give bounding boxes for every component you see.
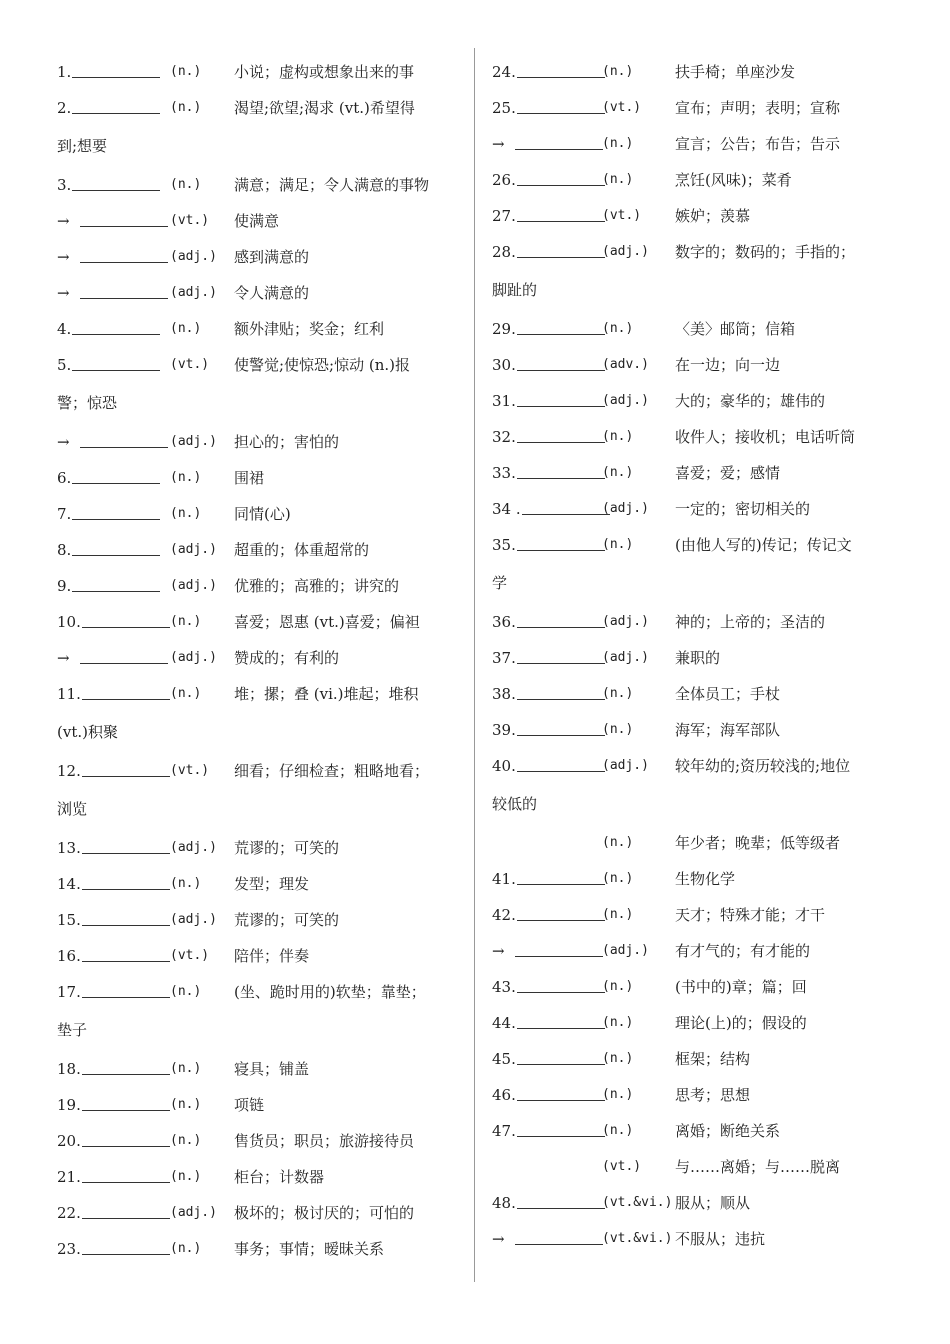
answer-blank[interactable] [82, 960, 170, 962]
definition: 烹饪(风味)；菜肴 [675, 171, 792, 189]
part-of-speech: (n.) [602, 136, 634, 151]
definition-continuation: (vt.)积聚 [57, 723, 118, 741]
vocab-entry-row [492, 1077, 902, 1113]
answer-blank[interactable] [517, 1027, 605, 1029]
part-of-speech: (adj.) [602, 244, 649, 259]
entry-number: 39. [492, 721, 516, 739]
answer-blank[interactable] [72, 189, 160, 191]
definition: 柜台；计数器 [234, 1168, 325, 1186]
answer-blank[interactable] [72, 76, 160, 78]
definition: 兼职的 [675, 649, 721, 667]
answer-blank[interactable] [517, 1207, 605, 1209]
derivative-arrow: → [57, 248, 70, 266]
part-of-speech: (adj.) [602, 614, 649, 629]
part-of-speech: (n.) [602, 722, 634, 737]
definition: 生物化学 [675, 870, 736, 888]
vocab-entry-row [57, 938, 462, 974]
vocab-entry-row [57, 311, 462, 347]
part-of-speech: (adj.) [602, 501, 649, 516]
vocab-entry-row [57, 167, 462, 203]
answer-blank[interactable] [517, 220, 605, 222]
answer-blank[interactable] [82, 1181, 170, 1183]
column-divider [474, 48, 475, 1282]
answer-blank[interactable] [515, 148, 603, 150]
answer-blank[interactable] [517, 76, 605, 78]
answer-blank[interactable] [72, 554, 160, 556]
vocab-entry-row [57, 1195, 462, 1231]
answer-blank[interactable] [517, 734, 605, 736]
part-of-speech: (vt.) [170, 357, 210, 372]
vocab-entry-row [57, 1231, 462, 1267]
vocab-entry-row [492, 1221, 902, 1257]
answer-blank[interactable] [80, 225, 168, 227]
answer-blank[interactable] [72, 333, 160, 335]
definition: 神的；上帝的；圣洁的 [675, 613, 826, 631]
vocab-entry-row [57, 54, 462, 90]
vocab-entry-row [492, 1005, 902, 1041]
part-of-speech: (n.) [170, 64, 202, 79]
entry-number: 43. [492, 978, 516, 996]
answer-blank[interactable] [80, 662, 168, 664]
entry-number: 48. [492, 1194, 516, 1212]
vocab-entry-row [492, 419, 902, 455]
vocab-entry-row [57, 604, 462, 640]
definition: 感到满意的 [234, 248, 310, 266]
vocab-entry-row [57, 1159, 462, 1195]
derivative-arrow: → [57, 433, 70, 451]
definition: 荒谬的；可笑的 [234, 839, 340, 857]
definition: 使满意 [234, 212, 280, 230]
part-of-speech: (n.) [602, 1015, 634, 1030]
vocab-entry-row [492, 90, 902, 126]
entry-number: 17. [57, 983, 81, 1001]
part-of-speech: (n.) [602, 1087, 634, 1102]
answer-blank[interactable] [517, 441, 605, 443]
part-of-speech: (n.) [602, 321, 634, 336]
entry-number: 40. [492, 757, 516, 775]
answer-blank[interactable] [82, 996, 170, 998]
definition: 嫉妒；羡慕 [675, 207, 751, 225]
part-of-speech: (n.) [602, 871, 634, 886]
definition-continuation: 较低的 [492, 795, 538, 813]
part-of-speech: (vt.) [170, 213, 210, 228]
definition: 与……离婚；与……脱离 [675, 1158, 841, 1176]
entry-number: 3. [57, 176, 72, 194]
entry-number: 1. [57, 63, 72, 81]
vocab-entry-row [57, 275, 462, 311]
answer-blank[interactable] [517, 256, 605, 258]
answer-blank[interactable] [72, 112, 160, 114]
definition-continuation: 浏览 [57, 800, 88, 818]
entry-number: 6. [57, 469, 72, 487]
answer-blank[interactable] [82, 1109, 170, 1111]
definition: (由他人写的)传记；传记文 [675, 536, 852, 554]
vocab-entry-row [492, 1185, 902, 1221]
entry-number: 29. [492, 320, 516, 338]
part-of-speech: (n.) [170, 1241, 202, 1256]
entry-number: 20. [57, 1132, 81, 1150]
part-of-speech: (vt.) [602, 1159, 642, 1174]
answer-blank[interactable] [515, 955, 603, 957]
part-of-speech: (adj.) [602, 650, 649, 665]
part-of-speech: (adj.) [170, 650, 217, 665]
right-column [492, 54, 902, 1257]
answer-blank[interactable] [82, 888, 170, 890]
definition-continuation: 垫子 [57, 1021, 88, 1039]
answer-blank[interactable] [82, 775, 170, 777]
answer-blank[interactable] [517, 477, 605, 479]
entry-number: 7. [57, 505, 72, 523]
part-of-speech: (n.) [170, 1061, 202, 1076]
definition: 寝具；铺盖 [234, 1060, 310, 1078]
vocab-entry-row [492, 311, 902, 347]
part-of-speech: (n.) [602, 907, 634, 922]
answer-blank[interactable] [517, 333, 605, 335]
vocab-entry-row [492, 969, 902, 1005]
vocab-entry-row [492, 640, 902, 676]
vocab-entry-row [57, 1051, 462, 1087]
definition: 细看；仔细检查；粗略地看； [234, 762, 430, 780]
vocab-entry-row [492, 383, 902, 419]
part-of-speech: (n.) [170, 177, 202, 192]
part-of-speech: (n.) [170, 1097, 202, 1112]
entry-number: 18. [57, 1060, 81, 1078]
definition: 围裙 [234, 469, 265, 487]
entry-number: 25. [492, 99, 516, 117]
answer-blank[interactable] [515, 1243, 603, 1245]
entry-number: 10. [57, 613, 81, 631]
part-of-speech: (adv.) [602, 357, 649, 372]
answer-blank[interactable] [80, 446, 168, 448]
part-of-speech: (vt.) [170, 763, 210, 778]
derivative-arrow: → [492, 942, 505, 960]
part-of-speech: (n.) [602, 1123, 634, 1138]
definition: 渴望;欲望;渴求 (vt.)希望得 [234, 99, 415, 117]
definition: 同情(心) [234, 505, 291, 523]
answer-blank[interactable] [517, 1135, 605, 1137]
definition: 离婚；断绝关系 [675, 1122, 781, 1140]
definition: 大的；豪华的；雄伟的 [675, 392, 826, 410]
definition: 全体员工；手杖 [675, 685, 781, 703]
answer-blank[interactable] [82, 1217, 170, 1219]
definition: 超重的；体重超常的 [234, 541, 370, 559]
definition: 收件人；接收机；电话听筒 [675, 428, 856, 446]
vocab-entry-row [57, 203, 462, 239]
part-of-speech: (adj.) [170, 840, 217, 855]
entry-number: 21. [57, 1168, 81, 1186]
vocab-entry-row [57, 347, 462, 383]
vocab-entry-row [492, 162, 902, 198]
entry-number: 15. [57, 911, 81, 929]
definition: 售货员；职员；旅游接待员 [234, 1132, 415, 1150]
part-of-speech: (n.) [602, 465, 634, 480]
definition-continuation: 学 [492, 574, 508, 592]
part-of-speech: (n.) [170, 1133, 202, 1148]
vocab-entry-row [492, 54, 902, 90]
definition: 满意；满足；令人满意的事物 [234, 176, 430, 194]
part-of-speech: (n.) [602, 835, 634, 850]
entry-number: 26. [492, 171, 516, 189]
answer-blank[interactable] [517, 369, 605, 371]
definition: 不服从；违抗 [675, 1230, 766, 1248]
definition: 使警觉;使惊恐;惊动 (n.)报 [234, 356, 411, 374]
part-of-speech: (n.) [170, 876, 202, 891]
entry-number: 33. [492, 464, 516, 482]
part-of-speech: (n.) [170, 984, 202, 999]
vocab-entry-row [57, 902, 462, 938]
entry-number: 12. [57, 762, 81, 780]
vocab-entry-row [492, 1041, 902, 1077]
entry-number: 41. [492, 870, 516, 888]
entry-number: 4. [57, 320, 72, 338]
vocab-entry-row [57, 424, 462, 460]
entry-number: 44. [492, 1014, 516, 1032]
entry-number: 45. [492, 1050, 516, 1068]
part-of-speech: (vt.) [602, 100, 642, 115]
answer-blank[interactable] [72, 518, 160, 520]
definition: 喜爱；爱；感情 [675, 464, 781, 482]
part-of-speech: (adj.) [170, 285, 217, 300]
definition: (书中的)章；篇；回 [675, 978, 807, 996]
part-of-speech: (n.) [170, 614, 202, 629]
answer-blank[interactable] [82, 1253, 170, 1255]
entry-number: 23. [57, 1240, 81, 1258]
entry-number: 35. [492, 536, 516, 554]
part-of-speech: (adj.) [170, 1205, 217, 1220]
definition: 发型；理发 [234, 875, 310, 893]
vocab-entry-row [57, 866, 462, 902]
definition: 项链 [234, 1096, 265, 1114]
answer-blank[interactable] [82, 1145, 170, 1147]
definition: 较年幼的;资历较浅的;地位 [675, 757, 851, 775]
definition: 〈美〉邮筒；信箱 [675, 320, 796, 338]
vocab-entry-row [492, 712, 902, 748]
part-of-speech: (vt.&vi.) [602, 1231, 673, 1246]
vocab-entry-row [57, 640, 462, 676]
entry-number: 14. [57, 875, 81, 893]
definition: 思考；思想 [675, 1086, 751, 1104]
definition: 陪伴；伴奏 [234, 947, 310, 965]
answer-blank[interactable] [72, 590, 160, 592]
entry-number: 36. [492, 613, 516, 631]
part-of-speech: (n.) [602, 537, 634, 552]
part-of-speech: (vt.) [602, 208, 642, 223]
vocab-entry-row [57, 1087, 462, 1123]
derivative-arrow: → [57, 649, 70, 667]
vocab-entry-row [492, 527, 902, 563]
vocab-entry-row [492, 897, 902, 933]
definition: 荒谬的；可笑的 [234, 911, 340, 929]
part-of-speech: (n.) [602, 686, 634, 701]
part-of-speech: (adj.) [602, 393, 649, 408]
vocab-entry-row [57, 830, 462, 866]
entry-number: 34 . [492, 500, 521, 518]
definition-continuation: 警；惊恐 [57, 394, 118, 412]
entry-number: 8. [57, 541, 72, 559]
answer-blank[interactable] [517, 184, 605, 186]
entry-number: 9. [57, 577, 72, 595]
answer-blank[interactable] [82, 924, 170, 926]
definition: 额外津贴；奖金；红利 [234, 320, 385, 338]
vocab-entry-row [492, 933, 902, 969]
vocab-entry-row [492, 455, 902, 491]
answer-blank[interactable] [517, 919, 605, 921]
part-of-speech: (n.) [602, 979, 634, 994]
definition: (坐、跪时用的)软垫；靠垫； [234, 983, 426, 1001]
vocab-entry-row [57, 568, 462, 604]
answer-blank[interactable] [517, 549, 605, 551]
definition: 喜爱；恩惠 (vt.)喜爱；偏袒 [234, 613, 420, 631]
part-of-speech: (adj.) [170, 434, 217, 449]
vocab-entry-row [492, 676, 902, 712]
definition: 在一边；向一边 [675, 356, 781, 374]
entry-number: 19. [57, 1096, 81, 1114]
answer-blank[interactable] [82, 1073, 170, 1075]
definition-continuation: 脚趾的 [492, 281, 538, 299]
entry-number: 28. [492, 243, 516, 261]
vocab-entry-row [492, 198, 902, 234]
definition: 一定的；密切相关的 [675, 500, 811, 518]
entry-number: 37. [492, 649, 516, 667]
part-of-speech: (adj.) [602, 943, 649, 958]
part-of-speech: (adj.) [170, 578, 217, 593]
vocab-entry-row [57, 1123, 462, 1159]
answer-blank[interactable] [80, 261, 168, 263]
left-column [57, 54, 462, 1267]
part-of-speech: (n.) [602, 64, 634, 79]
part-of-speech: (vt.&vi.) [602, 1195, 673, 1210]
vocab-entry-row [492, 748, 902, 784]
part-of-speech: (n.) [170, 470, 202, 485]
answer-blank[interactable] [517, 662, 605, 664]
derivative-arrow: → [57, 284, 70, 302]
answer-blank[interactable] [517, 112, 605, 114]
definition: 天才；特殊才能；才干 [675, 906, 826, 924]
answer-blank[interactable] [517, 698, 605, 700]
vocab-entry-row [492, 491, 902, 527]
vocab-entry-row [492, 347, 902, 383]
entry-number: 13. [57, 839, 81, 857]
definition: 宣言；公告；布告；告示 [675, 135, 841, 153]
part-of-speech: (n.) [170, 1169, 202, 1184]
vocab-entry-row [492, 604, 902, 640]
part-of-speech: (n.) [602, 172, 634, 187]
definition: 海军；海军部队 [675, 721, 781, 739]
vocab-entry-row [492, 126, 902, 162]
vocab-entry-row [57, 239, 462, 275]
definition: 赞成的；有利的 [234, 649, 340, 667]
entry-number: 16. [57, 947, 81, 965]
entry-number: 5. [57, 356, 72, 374]
definition: 极坏的；极讨厌的；可怕的 [234, 1204, 415, 1222]
answer-blank[interactable] [82, 852, 170, 854]
entry-number: 11. [57, 685, 81, 703]
part-of-speech: (adj.) [170, 912, 217, 927]
definition: 有才气的；有才能的 [675, 942, 811, 960]
answer-blank[interactable] [517, 883, 605, 885]
entry-number: 47. [492, 1122, 516, 1140]
part-of-speech: (adj.) [170, 542, 217, 557]
definition: 堆；摞；叠 (vi.)堆起；堆积 [234, 685, 419, 703]
entry-number: 27. [492, 207, 516, 225]
entry-number: 32. [492, 428, 516, 446]
part-of-speech: (n.) [170, 321, 202, 336]
sub-entry-row [492, 1149, 902, 1185]
definition-continuation: 到;想要 [57, 137, 108, 155]
sub-entry-row [492, 825, 902, 861]
answer-blank[interactable] [82, 626, 170, 628]
answer-blank[interactable] [522, 513, 610, 515]
definition: 数字的；数码的；手指的； [675, 243, 856, 261]
answer-blank[interactable] [517, 1063, 605, 1065]
derivative-arrow: → [492, 1230, 505, 1248]
entry-number: 2. [57, 99, 72, 117]
vocab-entry-row [57, 496, 462, 532]
vocab-entry-row [57, 90, 462, 126]
entry-number: 42. [492, 906, 516, 924]
vocab-entry-row [57, 532, 462, 568]
part-of-speech: (n.) [602, 429, 634, 444]
answer-blank[interactable] [517, 770, 605, 772]
entry-number: 24. [492, 63, 516, 81]
definition: 理论(上)的；假设的 [675, 1014, 807, 1032]
derivative-arrow: → [57, 212, 70, 230]
answer-blank[interactable] [517, 991, 605, 993]
entry-number: 46. [492, 1086, 516, 1104]
definition: 年少者；晚辈；低等级者 [675, 834, 841, 852]
definition: 宣布；声明；表明；宣称 [675, 99, 841, 117]
answer-blank[interactable] [72, 369, 160, 371]
derivative-arrow: → [492, 135, 505, 153]
vocab-entry-row [57, 460, 462, 496]
definition: 扶手椅；单座沙发 [675, 63, 796, 81]
vocab-entry-row [57, 753, 462, 789]
part-of-speech: (n.) [602, 1051, 634, 1066]
answer-blank[interactable] [82, 698, 170, 700]
answer-blank[interactable] [517, 1099, 605, 1101]
definition: 事务；事情；暧昧关系 [234, 1240, 385, 1258]
entry-number: 31. [492, 392, 516, 410]
vocab-entry-row [492, 861, 902, 897]
entry-number: 30. [492, 356, 516, 374]
part-of-speech: (adj.) [602, 758, 649, 773]
answer-blank[interactable] [80, 297, 168, 299]
entry-number: 22. [57, 1204, 81, 1222]
part-of-speech: (n.) [170, 506, 202, 521]
answer-blank[interactable] [72, 482, 160, 484]
part-of-speech: (n.) [170, 686, 202, 701]
definition: 令人满意的 [234, 284, 310, 302]
answer-blank[interactable] [517, 405, 605, 407]
definition: 小说；虚构或想象出来的事 [234, 63, 415, 81]
vocab-entry-row [57, 974, 462, 1010]
part-of-speech: (adj.) [170, 249, 217, 264]
vocab-entry-row [57, 676, 462, 712]
vocab-entry-row [492, 234, 902, 270]
definition: 框架；结构 [675, 1050, 751, 1068]
part-of-speech: (n.) [170, 100, 202, 115]
part-of-speech: (vt.) [170, 948, 210, 963]
definition: 优雅的；高雅的；讲究的 [234, 577, 400, 595]
entry-number: 38. [492, 685, 516, 703]
answer-blank[interactable] [517, 626, 605, 628]
vocab-entry-row [492, 1113, 902, 1149]
definition: 担心的；害怕的 [234, 433, 340, 451]
definition: 服从；顺从 [675, 1194, 751, 1212]
